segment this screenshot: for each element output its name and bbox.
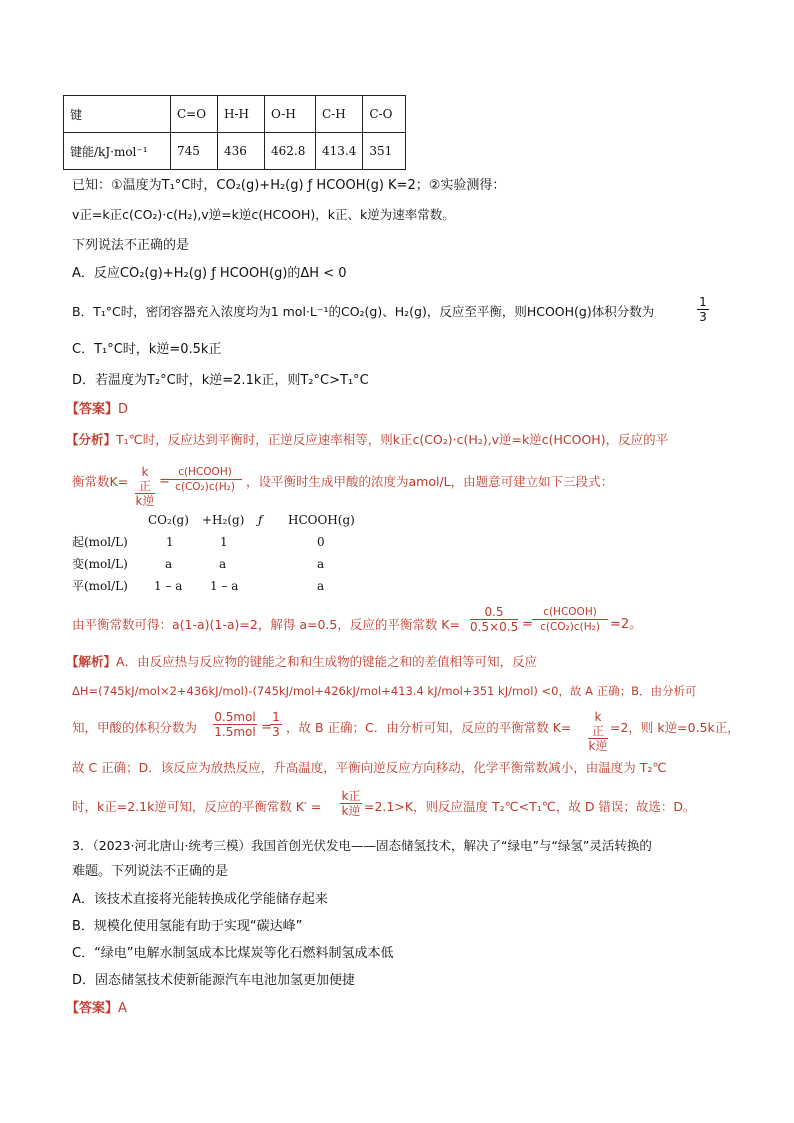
table-cell: 745 — [171, 133, 218, 170]
table-header-cell: C=O — [171, 96, 218, 133]
option-c: C．T₁°C时，k逆=0.5k正 — [72, 342, 222, 357]
fraction-numerator: 1 — [270, 710, 282, 725]
three-stage-cell: a — [317, 557, 325, 571]
equals-sign: = — [261, 720, 272, 735]
fraction-numerator: 1 — [697, 295, 709, 310]
volume-fraction-2 — [270, 710, 282, 739]
solution-line-3c: =2，则 k逆=0.5k正， — [610, 720, 740, 735]
solution-line-2: ΔH=(745kJ/mol×2+436kJ/mol)-(745kJ/mol+426kJ/mol+413.4 kJ/mol+351 kJ/mol) <0，故 A 正确；B．由分析可 — [72, 684, 697, 698]
fraction-denominator: 3 — [699, 310, 707, 324]
solution-line-5b: =2.1>K，则反应温度 T₂℃<T₁℃，故 D 错误；故选：D。 — [364, 799, 696, 814]
fraction-numerator: k正 — [588, 710, 608, 739]
fraction-denominator: c(CO₂)c(H₂) — [175, 481, 235, 493]
analysis-line-2b: ，设平衡时生成甲酸的浓度为amol/L，由题意可建立如下三段式： — [246, 474, 614, 489]
fraction-denominator: 0.5×0.5 — [470, 620, 519, 634]
volume-fraction-1 — [213, 710, 257, 739]
answer-line — [66, 402, 128, 418]
three-stage-header: CO₂(g) — [148, 513, 189, 527]
equals-sign: = — [522, 617, 533, 632]
table-cell: 413.4 — [316, 133, 363, 170]
solution-line-1 — [66, 654, 537, 670]
fraction-denominator: k逆 — [588, 739, 608, 753]
solution-tag: 【解析】 — [66, 654, 117, 669]
table-row — [64, 133, 406, 170]
analysis-text: T₁℃时，反应达到平衡时，正逆反应速率相等，则k正c(CO₂)·c(H₂),v逆=k逆c(HCOOH)，反应的平 — [116, 432, 669, 447]
three-stage-cell: 1 — [220, 535, 228, 549]
option-b-fraction — [697, 295, 709, 324]
equilibrium-fraction-2 — [532, 605, 608, 634]
table-header-cell: O-H — [265, 96, 316, 133]
solution-line-4: 故 C 正确；D．该反应为放热反应，升高温度，平衡向逆反应方向移动，化学平衡常数减小，由温度为 T₂℃ — [72, 760, 667, 775]
option-b: B．T₁°C时，密闭容器充入浓度均为1 mol·L⁻¹的CO₂(g)、H₂(g)，反应至平衡，则HCOOH(g)体积分数为 — [72, 304, 655, 319]
table-cell: 436 — [218, 133, 265, 170]
three-stage-cell: a — [317, 579, 325, 593]
rate-constant-fraction — [588, 710, 608, 753]
analysis-line-2a: 衡常数K= — [72, 474, 129, 489]
three-stage-row-label: 起(mol/L) — [72, 535, 128, 549]
three-stage-cell: a — [165, 557, 173, 571]
fraction-numerator: k正 — [341, 789, 361, 803]
three-stage-cell: a — [219, 557, 227, 571]
three-stage-cell: 1 – a — [210, 579, 239, 593]
table-row-label: 键能/kJ·mol⁻¹ — [64, 133, 171, 170]
question-3-option-d: D．固态储氢技术使新能源汽车电池加氢更加便捷 — [72, 973, 356, 988]
three-stage-cell: 0 — [317, 535, 325, 549]
three-stage-row-label: 变(mol/L) — [72, 557, 128, 571]
question-3-stem-2: 难题。下列说法不正确的是 — [72, 864, 229, 879]
concentration-fraction — [168, 465, 242, 494]
answer-value: D — [118, 402, 129, 417]
three-stage-cell: 1 – a — [154, 579, 183, 593]
equilibrium-fraction-1 — [470, 605, 518, 634]
fraction-numerator: k正 — [135, 465, 155, 494]
three-stage-header: HCOOH(g) — [288, 513, 355, 527]
question-stem: 下列说法不正确的是 — [72, 238, 190, 253]
table-header-row — [64, 96, 406, 133]
table-header-cell: H-H — [218, 96, 265, 133]
table-header-cell: C-O — [363, 96, 406, 133]
fraction-denominator: k逆 — [135, 494, 155, 508]
solution-line-3a: 知，甲酸的体积分数为 — [72, 720, 198, 735]
equals-sign: = — [159, 474, 170, 489]
fraction-numerator: 0.5mol — [214, 710, 256, 724]
answer-value: A — [118, 1001, 127, 1016]
question-3-option-a: A．该技术直接将光能转换成化学能储存起来 — [72, 892, 328, 907]
three-stage-header: ƒ — [258, 513, 263, 527]
analysis-tag: 【分析】 — [66, 432, 117, 447]
answer-tag: 【答案】 — [66, 402, 119, 417]
solution-line-3b: ，故 B 正确；C．由分析可知，反应的平衡常数 K= — [286, 720, 572, 735]
three-stage-row-label: 平(mol/L) — [72, 579, 128, 593]
question-3-option-b: B．规模化使用氢能有助于实现“碳达峰” — [72, 919, 303, 934]
given-line-1: 已知：①温度为T₁°C时，CO₂(g)+H₂(g) ƒ HCOOH(g) K=2；②实验测得： — [72, 178, 506, 193]
equilibrium-line: 由平衡常数可得：a(1-a)(1-a)=2，解得 a=0.5，反应的平衡常数 K= — [72, 617, 460, 632]
fraction-denominator: 3 — [272, 725, 280, 739]
fraction-denominator: 1.5mol — [214, 725, 256, 739]
solution-text: A．由反应热与反应物的键能之和和生成物的键能之和的差值相等可知，反应 — [116, 654, 538, 669]
analysis-line-1 — [66, 432, 668, 448]
table-header-cell: 键 — [64, 96, 171, 133]
given-line-2: v正=k正c(CO₂)·c(H₂),v逆=k逆c(HCOOH)，k正、k逆为速率常数。 — [72, 207, 455, 222]
three-stage-header: +H₂(g) — [202, 513, 245, 527]
fraction-numerator: c(HCOOH) — [168, 465, 242, 480]
question-3-stem-1: 3．（2023·河北唐山·统考三模）我国首创光伏发电——固态储氢技术，解决了“绿电”与“绿氢”灵活转换的 — [72, 838, 652, 853]
rate-constant-fraction — [340, 789, 362, 818]
fraction-denominator: c(CO₂)c(H₂) — [540, 621, 600, 633]
table-header-cell: C-H — [316, 96, 363, 133]
fraction-numerator: c(HCOOH) — [532, 605, 608, 620]
three-stage-cell: 1 — [166, 535, 174, 549]
fraction-numerator: 0.5 — [470, 605, 518, 620]
option-d: D．若温度为T₂°C时，k逆=2.1k正，则T₂°C>T₁°C — [72, 373, 369, 388]
rate-constant-fraction — [135, 465, 155, 508]
question-3-option-c: C．“绿电”电解水制氢成本比煤炭等化石燃料制氢成本低 — [72, 946, 394, 961]
table-cell: 351 — [363, 133, 406, 170]
question-3-answer-line — [66, 1001, 127, 1017]
table-cell: 462.8 — [265, 133, 316, 170]
bond-energy-table — [63, 95, 406, 170]
equilibrium-result: =2。 — [610, 617, 643, 632]
option-a: A．反应CO₂(g)+H₂(g) ƒ HCOOH(g)的ΔH < 0 — [72, 266, 347, 281]
solution-line-5a: 时，k正=2.1k逆可知，反应的平衡常数 K′ = — [72, 799, 322, 814]
answer-tag: 【答案】 — [66, 1001, 119, 1016]
fraction-denominator: k逆 — [341, 804, 361, 818]
